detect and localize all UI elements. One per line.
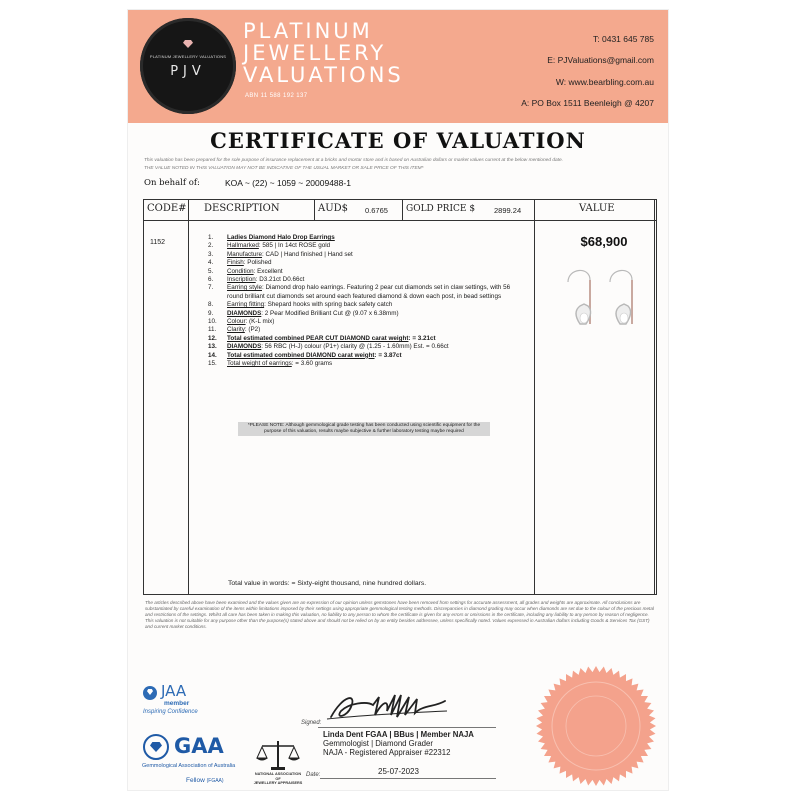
item-text: : 56 RBC (H-J) colour (P1+) clarity @ (1.25 - 1.60mm) Est. = 0.66ct	[261, 343, 449, 351]
testing-note	[238, 422, 490, 436]
item-label: Colour	[227, 318, 246, 326]
list-item	[208, 326, 518, 334]
item-description-list	[208, 234, 518, 369]
list-item	[208, 310, 518, 318]
item-label: Total weight of earrings	[227, 360, 292, 368]
item-text: : = 3.87ct	[374, 351, 402, 359]
fineprint-line-1: This valuation has been prepared for the sole purpose of insurance replacement at a bricks and mortar store and is based on Australian dollars or market values current at the below mentioned date.	[144, 158, 563, 163]
item-text: : D3.21ct D0.66ct	[255, 276, 305, 284]
item-text: : Shepard hooks with spring back safety catch	[264, 301, 393, 309]
header-gold-value: 2899.24	[494, 206, 522, 215]
gaa-full-name: Gemmological Association of Australia	[142, 763, 236, 769]
naja-name	[252, 772, 304, 786]
jaa-tagline: Inspiring Confidence	[143, 709, 198, 715]
item-text: : 2 Pear Modified Brilliant Cut @ (9.07 x 6.38mm)	[261, 309, 399, 317]
item-text: : Polished	[243, 259, 272, 267]
item-number: 1.	[208, 234, 214, 241]
list-item	[208, 251, 518, 259]
contact-phone: T: 0431 645 785	[593, 34, 654, 44]
item-label: Finish	[227, 259, 244, 267]
item-number: 4.	[208, 259, 214, 267]
contact-email: E: PJValuations@gmail.com	[547, 55, 654, 65]
item-text: : = 3.60 grams	[291, 360, 333, 368]
header-divider	[314, 200, 315, 220]
item-text: : CAD | Hand finished | Hand set	[262, 250, 353, 258]
naja-line-1: NATIONAL ASSOCIATION OF	[254, 772, 302, 781]
item-number: 15.	[208, 360, 217, 368]
jaa-member-text: member	[164, 700, 190, 707]
header-gold-label: GOLD PRICE $	[406, 204, 476, 214]
header-description: DESCRIPTION	[204, 203, 280, 214]
jaa-logo-text: JAA	[161, 682, 187, 700]
brand-line-1: PLATINUM	[243, 19, 373, 43]
list-item	[208, 242, 518, 250]
date-line	[320, 778, 496, 779]
item-code: 1152	[150, 239, 166, 246]
earrings-photo	[554, 260, 650, 340]
behalf-value: KOA ~ (22) ~ 1059 ~ 20009488-1	[225, 178, 351, 188]
signed-label: Signed:	[301, 720, 322, 726]
item-title: Ladies Diamond Halo Drop Earrings	[227, 234, 335, 241]
item-number: 8.	[208, 301, 214, 309]
item-number: 14.	[208, 351, 217, 359]
abn-number: ABN 11 588 192 137	[245, 93, 308, 99]
gaa-diamond-icon	[143, 734, 169, 760]
item-price: $68,900	[580, 234, 628, 249]
date-value: 25-07-2023	[378, 767, 419, 776]
item-label: Clarity	[227, 326, 245, 334]
fellow-suffix: (FGAA)	[206, 778, 224, 784]
item-number: 12.	[208, 334, 217, 342]
letterhead	[128, 10, 668, 123]
item-number: 10.	[208, 318, 217, 326]
list-item	[208, 234, 518, 242]
header-aud-value: 0.6765	[365, 206, 388, 215]
list-item	[208, 301, 518, 309]
item-label: DIAMONDS	[227, 309, 262, 317]
signer-registration: NAJA - Registered Appraiser #22312	[323, 748, 451, 757]
list-item	[208, 360, 518, 368]
diamond-icon	[183, 40, 193, 48]
note-line-2: purpose of this valuation, results maybe subjective & further laboratory testing maybe required	[264, 429, 464, 435]
item-number: 2.	[208, 242, 214, 250]
scales-icon	[254, 738, 302, 772]
item-number: 13.	[208, 343, 217, 351]
item-label: Hallmarked	[227, 242, 259, 250]
item-label: Total estimated combined PEAR CUT DIAMOND carat weight	[227, 334, 409, 342]
signer-details	[323, 730, 474, 757]
naja-line-2: JEWELLERY APPRAISERS	[253, 781, 303, 785]
item-text: : (K-L mix)	[245, 318, 275, 326]
item-text: : (P2)	[244, 326, 261, 334]
brand-line-2: JEWELLERY	[243, 41, 387, 65]
item-label: Total estimated combined DIAMOND carat weight	[227, 351, 375, 359]
fellow-title	[186, 777, 224, 784]
list-item	[208, 335, 518, 343]
item-text: : Excellent	[253, 267, 283, 275]
gaa-logo-text: GAA	[174, 734, 224, 758]
header-divider	[402, 200, 403, 220]
list-item	[208, 268, 518, 276]
header-value: VALUE	[579, 203, 615, 214]
date-label: Date:	[306, 772, 321, 778]
item-label: Condition	[227, 267, 254, 275]
certificate-page	[128, 10, 668, 790]
total-in-words: Total value in words: = Sixty-eight thousand, nine hundred dollars.	[228, 580, 427, 587]
valuation-table	[143, 199, 657, 595]
item-number: 6.	[208, 276, 214, 284]
list-item	[208, 284, 518, 301]
contact-website: W: www.bearbling.com.au	[555, 77, 654, 87]
item-label: Earring fitting	[227, 301, 265, 309]
brand-line-3: VALUATIONS	[243, 63, 404, 87]
logo-ring-text: PLATINUM JEWELLERY VALUATIONS	[149, 54, 227, 59]
column-divider	[654, 200, 655, 594]
item-label: Earring style	[227, 284, 262, 292]
item-label: Manufacture	[227, 250, 263, 258]
logo-initials: PJV	[170, 64, 206, 79]
item-number: 5.	[208, 267, 214, 275]
certificate-title: CERTIFICATE OF VALUATION	[210, 128, 586, 153]
note-line-1: *PLEASE NOTE: Although gemmological grade testing has been conducted using scientific equipment for the	[247, 423, 481, 428]
fineprint-line-2: THE VALUE NOTED IN THIS VALUATION MAY NOT BE INDICATIVE OF THE USUAL MARKET OR SALE PRICE OF THIS ITEM*	[144, 166, 424, 171]
column-divider	[188, 200, 189, 594]
jaa-diamond-icon	[143, 686, 157, 700]
header-aud-label: AUD$	[318, 203, 349, 214]
list-item	[208, 318, 518, 326]
list-item	[208, 352, 518, 360]
item-number: 11.	[208, 326, 217, 334]
behalf-label: On behalf of:	[144, 178, 200, 188]
signer-name: Linda Dent FGAA | BBus | Member NAJA	[323, 730, 474, 739]
column-divider	[534, 200, 535, 594]
item-number: 9.	[208, 309, 214, 317]
pjv-logo	[140, 18, 236, 114]
brand-name	[243, 20, 404, 86]
signature-line	[318, 727, 496, 728]
item-text: : 585 | In 14ct ROSE gold	[258, 242, 331, 250]
item-text: : Diamond drop halo earrings. Featuring 2 pear cut diamonds set in claw settings, with 56 round brilliant cut diamonds set around each featured diamond & down each post, in bead settings	[227, 284, 511, 300]
list-item	[208, 259, 518, 267]
item-number: 3.	[208, 250, 214, 258]
fellow-label: Fellow	[186, 777, 205, 784]
list-item	[208, 343, 518, 351]
disclaimer-text: The articles described above have been examined and the values given are an expression of our opinion unless gemstones have been removed from settings for accurate assessment, all grades and weights are approximate. All conclusions are substantiated by careful examination of the items within limitations imposed by their settings using appropriate gemmological testing methods. Discrepancies in diamond grading may occur when diamonds are set due to the colour of the precious metal and restrictions of the settings. Whilst all care has been taken in making this valuation, no liability to any person to whom the certificate is given for any errors or omissions in the certificate, including any liability to any person by reason of negligence. This valuation is not suitable for any purpose other than the purpose(s) stated above and should not be relied on by an entity besides addressee, unless specifically noted. Values expressed in Australian dollars including Goods & Services Tax (GST) and current market conditions.	[145, 600, 654, 629]
item-label: DIAMONDS	[227, 343, 262, 351]
item-label: Inscription	[227, 276, 256, 284]
list-item	[208, 276, 518, 284]
handwritten-signature	[323, 691, 453, 723]
header-code: CODE#	[147, 203, 187, 214]
item-text: : = 3.21ct	[408, 334, 436, 342]
item-number: 7.	[208, 284, 214, 292]
signer-role: Gemmologist | Diamond Grader	[323, 739, 433, 748]
company-seal	[534, 664, 658, 788]
contact-address: A: PO Box 1511 Beenleigh @ 4207	[521, 98, 654, 108]
